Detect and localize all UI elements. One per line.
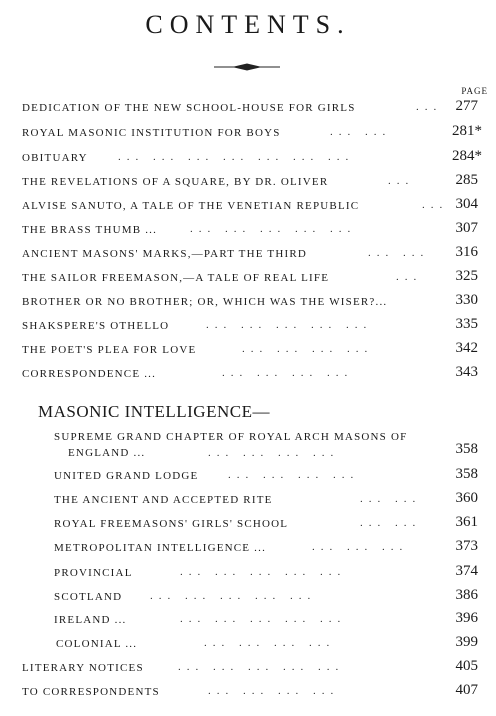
leader-dots: ... ... ... ... (208, 685, 340, 697)
leader-dots: ... ... (330, 126, 392, 138)
entry-title: UNITED GRAND LODGE (54, 470, 199, 482)
entry-title: DEDICATION OF THE NEW SCHOOL-HOUSE FOR GIRLS (22, 102, 356, 114)
page-number: 374 (455, 563, 478, 579)
page-number: 285 (455, 172, 478, 188)
entry-title: THE SAILOR FREEMASON,—A TALE OF REAL LIFE (22, 272, 330, 284)
toc-entry[interactable] (22, 316, 496, 336)
page-number: 358 (455, 466, 478, 482)
page-number: 281* (452, 123, 482, 139)
leader-dots: ... ... ... ... (204, 637, 336, 649)
entry-title: ROYAL MASONIC INSTITUTION FOR BOYS (22, 127, 281, 139)
entry-title: ALVISE SANUTO, A TALE OF THE VENETIAN REPUBLIC (22, 200, 360, 212)
toc-entry[interactable] (22, 172, 496, 192)
page-number: 335 (455, 316, 478, 332)
page-number: 342 (455, 340, 478, 356)
entry-title: METROPOLITAN INTELLIGENCE ... (54, 542, 267, 554)
leader-dots: ... ... ... ... ... (150, 590, 317, 602)
page-number: 396 (455, 610, 478, 626)
page-number: 325 (455, 268, 478, 284)
entry-title: ANCIENT MASONS' MARKS,—PART THE THIRD (22, 248, 308, 260)
toc-entry[interactable] (22, 340, 496, 360)
entry-title: THE BRASS THUMB ... (22, 224, 158, 236)
leader-dots: ... (422, 199, 449, 211)
page-number: 316 (455, 244, 478, 260)
toc-subentry[interactable] (22, 610, 496, 630)
toc-entry[interactable] (22, 268, 496, 288)
leader-dots: ... ... ... ... ... (180, 613, 347, 625)
page-number: 386 (455, 587, 478, 603)
toc-subentry[interactable] (22, 538, 496, 558)
entry-title: OBITUARY (22, 152, 88, 164)
toc-subentry[interactable] (22, 430, 496, 462)
page-number: 307 (455, 220, 478, 236)
toc-entry[interactable] (22, 98, 496, 118)
page-number: 304 (455, 196, 478, 212)
toc-subentry[interactable] (22, 587, 496, 607)
entry-title: CORRESPONDENCE ... (22, 368, 157, 380)
toc-subentry[interactable] (22, 514, 496, 534)
page-number: 358 (455, 441, 478, 457)
entry-title: THE POET'S PLEA FOR LOVE (22, 344, 197, 356)
toc-subentry[interactable] (22, 563, 496, 583)
leader-dots: ... ... ... ... ... (178, 661, 345, 673)
page-number: 407 (455, 682, 478, 698)
section-heading: MASONIC INTELLIGENCE— (38, 402, 270, 421)
entry-title: SUPREME GRAND CHAPTER OF ROYAL ARCH MASONS OF (54, 431, 408, 443)
leader-dots: ... ... (368, 247, 430, 259)
toc-entry[interactable] (22, 148, 496, 168)
entry-title: LITERARY NOTICES (22, 662, 144, 674)
leader-dots: ... (388, 175, 415, 187)
page-number: 373 (455, 538, 478, 554)
toc-entry[interactable] (22, 244, 496, 264)
toc-entry[interactable] (22, 220, 496, 240)
toc-entry[interactable] (22, 123, 496, 143)
leader-dots: ... ... ... ... ... (180, 566, 347, 578)
entry-title: TO CORRESPONDENTS (22, 686, 160, 698)
entry-title: PROVINCIAL (54, 567, 133, 579)
entry-title-continued: ENGLAND ... (68, 447, 146, 459)
page-number: 343 (455, 364, 478, 380)
page-number: 330 (455, 292, 478, 308)
page-number: 284* (452, 148, 482, 164)
entry-title: BROTHER OR NO BROTHER; OR, WHICH WAS THE WISER?... (22, 296, 388, 308)
leader-dots: ... ... ... ... (222, 367, 354, 379)
page-number: 360 (455, 490, 478, 506)
page-title: CONTENTS. (145, 10, 351, 39)
entry-title: THE REVELATIONS OF A SQUARE, BY DR. OLIVER (22, 176, 329, 188)
toc-subentry[interactable] (22, 490, 496, 510)
toc-subentry[interactable] (22, 466, 496, 486)
entry-title: ROYAL FREEMASONS' GIRLS' SCHOOL (54, 518, 289, 530)
entry-title: THE ANCIENT AND ACCEPTED RITE (54, 494, 273, 506)
leader-dots: ... ... ... ... (228, 469, 360, 481)
page-number: 405 (455, 658, 478, 674)
entry-title: SCOTLAND (54, 591, 123, 603)
leader-dots: ... ... ... ... ... ... ... (118, 151, 355, 163)
page-number: 399 (455, 634, 478, 650)
leader-dots: ... ... ... ... (242, 343, 374, 355)
leader-dots: ... (396, 271, 423, 283)
entry-title: COLONIAL ... (56, 638, 138, 650)
page-number: 361 (455, 514, 478, 530)
entry-title: IRELAND ... (54, 614, 127, 626)
toc-entry[interactable] (22, 364, 496, 384)
leader-dots: ... ... ... ... ... (190, 223, 357, 235)
toc-entry[interactable] (22, 658, 496, 678)
entry-title: SHAKSPERE'S OTHELLO (22, 320, 170, 332)
leader-dots: ... ... (360, 493, 422, 505)
toc-entry[interactable] (22, 292, 496, 312)
leader-dots: ... ... ... (312, 541, 409, 553)
page-number: 277 (455, 98, 478, 114)
leader-dots: ... ... (360, 517, 422, 529)
leader-dots: ... (416, 101, 443, 113)
leader-dots: ... ... ... ... ... (206, 319, 373, 331)
page-column-label: PAGE (461, 86, 488, 96)
leader-dots: ... ... ... ... (208, 447, 340, 459)
toc-entry[interactable] (22, 196, 496, 216)
toc-entry[interactable] (22, 682, 496, 702)
toc-subentry[interactable] (22, 634, 496, 654)
